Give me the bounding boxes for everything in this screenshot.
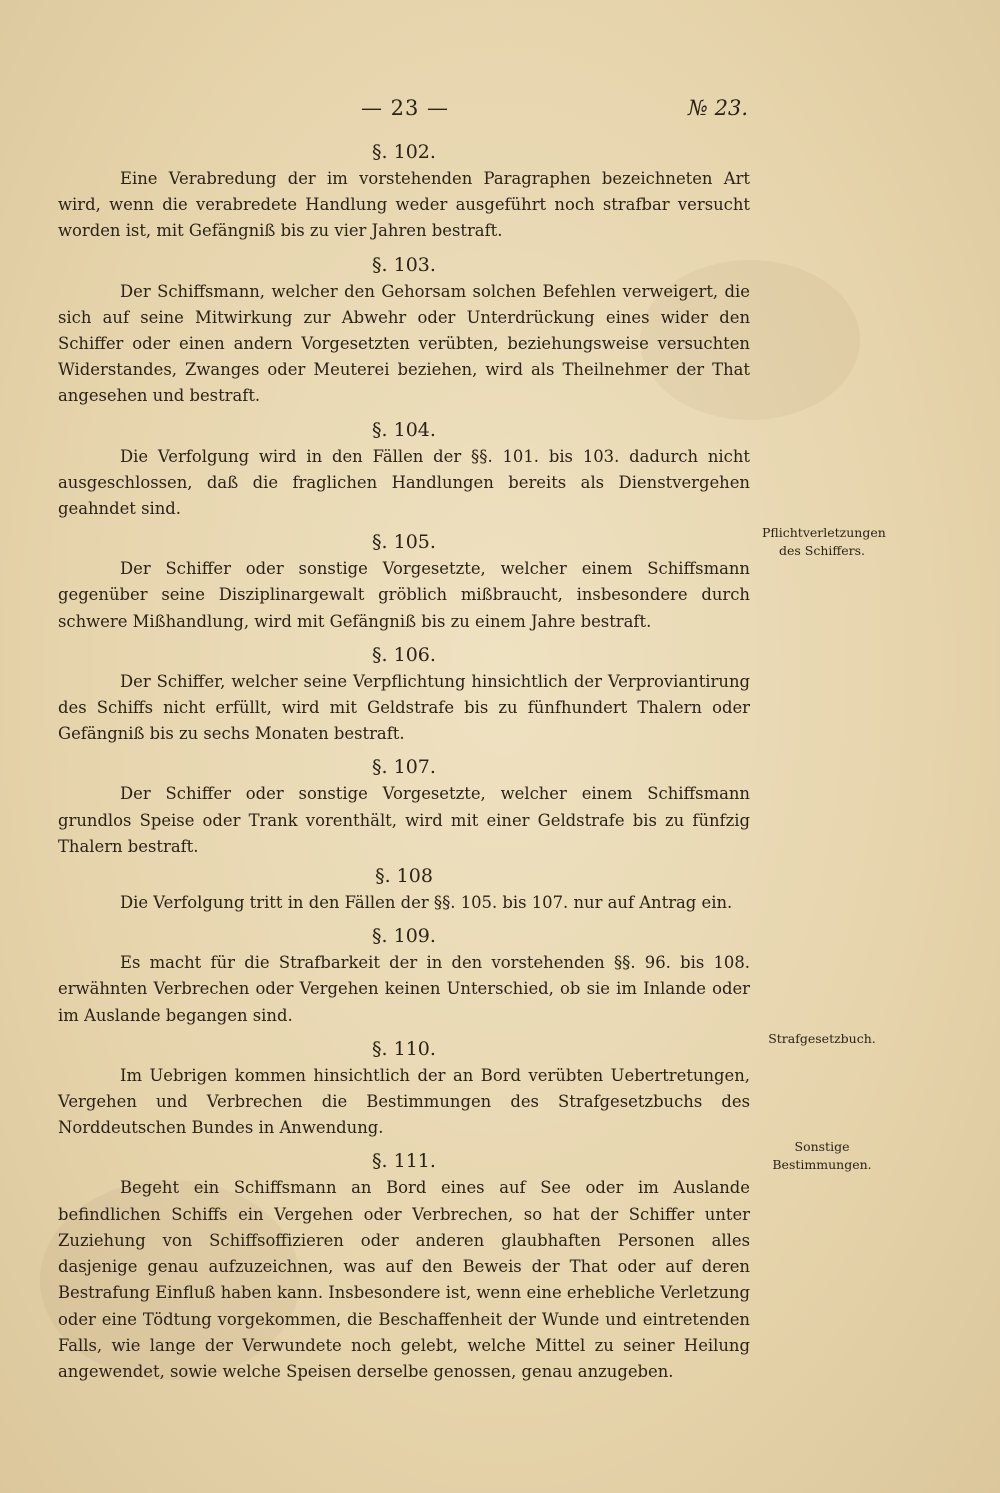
section-heading-110: §. 110.: [372, 1037, 436, 1060]
section-heading-106: §. 106.: [372, 643, 436, 666]
page-number: — 23 —: [360, 96, 450, 120]
margin-note-strafgesetzbuch: Strafgesetzbuch.: [768, 1031, 876, 1046]
section-heading-108: §. 108: [375, 865, 433, 888]
document-body: [58, 140, 750, 1389]
section-heading-109: §. 109.: [372, 925, 436, 948]
issue-number: № 23.: [688, 96, 748, 120]
section-heading-107: §. 107.: [372, 756, 436, 779]
section-text-103: Der Schiffsmann, welcher den Gehorsam solchen Befehlen verweigert, die sich auf seine Mitwirkung zur Abwehr oder Unterdrückung eines wider den Schiffer oder einen andern Vorgesetzten verübten, beziehungsweise versuchten Widerstandes, Zwanges oder Meuterei beziehen, wird als Theilnehmer der That angesehen und bestraft.: [58, 281, 750, 406]
margin-note-sonstige-bestimmungen: Sonstige Bestimmungen.: [772, 1139, 872, 1172]
section-text-102: Eine Verabredung der im vorstehenden Paragraphen bezeichneten Art wird, wenn die verabredete Handlung weder ausgeführt noch strafbar versucht worden ist, mit Gefängniß bis zu vier Jahren bestraft.: [58, 169, 750, 241]
section-heading-102: §. 102.: [372, 141, 436, 163]
section-heading-104: §. 104.: [372, 418, 436, 441]
page-header: [0, 96, 1000, 128]
section-text-110: Im Uebrigen kommen hinsichtlich der an Bord verübten Uebertretungen, Vergehen und Verbrechen die Bestimmungen des Strafgesetzbuchs des Norddeutschen Bundes in Anwendung.: [58, 1065, 750, 1138]
section-text-108: Die Verfolgung tritt in den Fällen der §§. 105. bis 107. nur auf Antrag ein.: [120, 893, 733, 913]
section-text-104: Die Verfolgung wird in den Fällen der §§. 101. bis 103. dadurch nicht ausgeschlossen, daß die fraglichen Handlungen bereits als Dienstvergehen geahndet sind.: [58, 446, 750, 519]
section-heading-111: §. 111.: [372, 1150, 436, 1173]
section-text-109: Es macht für die Strafbarkeit der in den vorstehenden §§. 96. bis 108. erwähnten Verbrechen oder Vergehen keinen Unterschied, ob sie im Inlande oder im Auslande begangen sind.: [58, 953, 750, 1025]
section-text-107: Der Schiffer oder sonstige Vorgesetzte, welcher einem Schiffsmann grundlos Speise oder Trank vorenthält, wird mit einer Geldstrafe bis zu fünfzig Thalern bestraft.: [58, 784, 750, 856]
section-heading-103: §. 103.: [372, 253, 436, 276]
section-text-106: Der Schiffer, welcher seine Verpflichtung hinsichtlich der Verproviantirung des Schiffs nicht erfüllt, wird mit Geldstrafe bis zu fünfhundert Thalern oder Gefängniß bis zu sechs Monaten bestraft.: [58, 671, 750, 744]
section-heading-105: §. 105.: [372, 531, 436, 554]
section-text-105: Der Schiffer oder sonstige Vorgesetzte, welcher einem Schiffsmann gegenüber seine Disziplinargewalt gröblich mißbraucht, insbesondere durch schwere Mißhandlung, wird mit Gefängniß bis zu einem Jahre bestraft.: [58, 559, 750, 631]
section-text-111: Begeht ein Schiffsmann an Bord eines auf See oder im Auslande befindlichen Schiffs ein Vergehen oder Verbrechen, so hat der Schiffer unter Zuziehung von Schiffsoffizieren oder anderen glaubhaften Personen alles dasjenige genau aufzuzeichnen, was auf den Beweis der That oder auf deren Bestrafung Einfluß haben kann. Insbesondere ist, wenn eine erhebliche Verletzung oder eine Tödtung vorgekommen, die Beschaffenheit der Wunde und eintretenden Falls, wie lange der Verwundete noch gelebt, welche Mittel zu seiner Heilung angewendet, sowie welche Speisen derselbe genossen, genau anzugeben.: [58, 1178, 750, 1381]
margin-note-pflichtverletzungen: Pflichtverletzungen des Schiffers.: [762, 525, 886, 558]
